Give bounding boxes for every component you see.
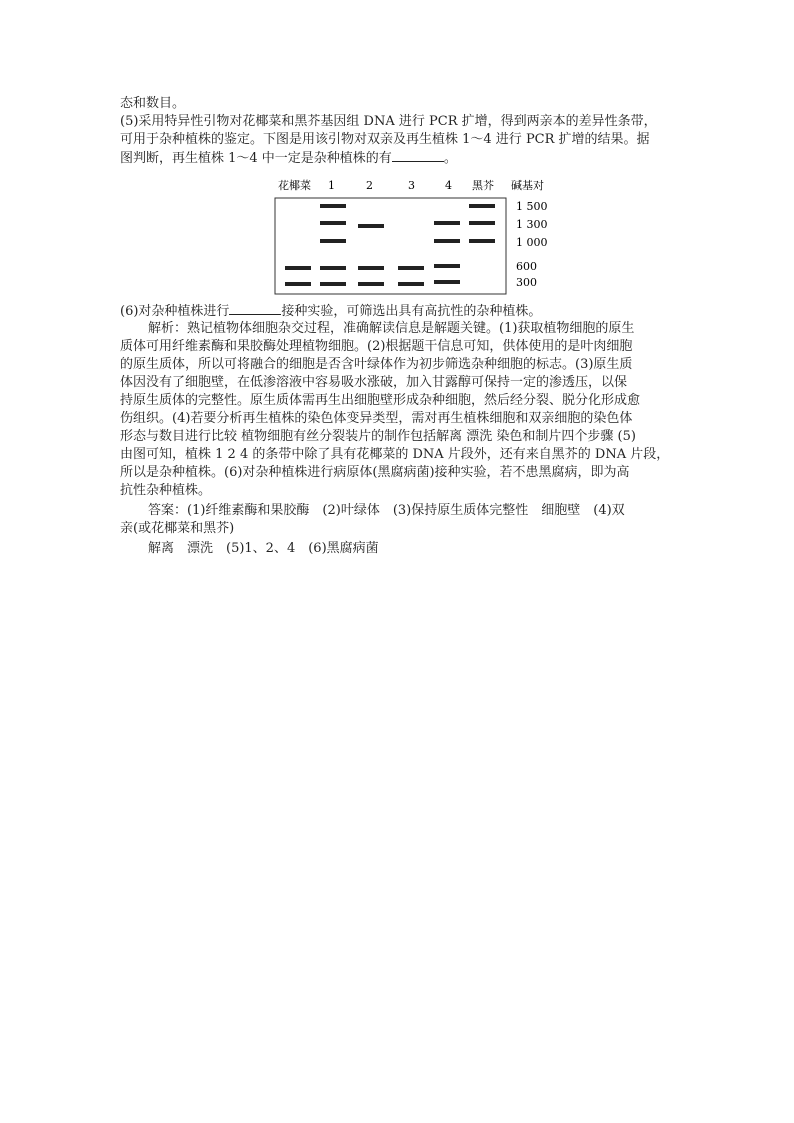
answer-line: 亲(或花椰菜和黑芥) — [120, 521, 235, 536]
band — [320, 239, 346, 243]
band — [434, 280, 460, 284]
band — [469, 239, 495, 243]
lane-label-2: 2 — [366, 179, 373, 192]
answer-blank — [229, 302, 281, 315]
analysis-line: 解析：熟记植物体细胞杂交过程，准确解读信息是解题关键。(1)获取植物细胞的原生 — [148, 321, 635, 336]
band — [434, 221, 460, 225]
band — [358, 282, 384, 286]
band — [285, 266, 311, 270]
question-6-line — [120, 302, 541, 321]
lane-label-1: 1 — [328, 179, 335, 192]
band — [320, 204, 346, 208]
answer-blank — [392, 149, 444, 162]
bp-label-1500: 1 500 — [516, 200, 548, 213]
band — [434, 239, 460, 243]
bp-header: 碱基对 — [511, 179, 544, 192]
band — [398, 266, 424, 270]
band — [469, 221, 495, 225]
gel-frame — [275, 198, 506, 294]
band — [285, 282, 311, 286]
text-span: 图判断，再生植株 1～4 中一定是杂种植株的有 — [120, 151, 392, 166]
band — [320, 282, 346, 286]
text-line: (5)采用特异性引物对花椰菜和黑芥基因组 DNA 进行 PCR 扩增，得到两亲本的差异性条带， — [120, 114, 657, 129]
lane-label-black-mustard: 黑芥 — [472, 179, 494, 192]
analysis-line: 质体可用纤维素酶和果胶酶处理植物细胞。(2)根据题干信息可知，供体使用的是叶肉细胞 — [120, 339, 633, 354]
bp-label-1000: 1 000 — [516, 236, 548, 249]
analysis-line: 体因没有了细胞壁，在低渗溶液中容易吸水涨破，加入甘露醇可保持一定的渗透压，以保 — [120, 375, 628, 390]
bp-label-1300: 1 300 — [516, 218, 548, 231]
analysis-line: 伤组织。(4)若要分析再生植株的染色体变异类型，需对再生植株细胞和双亲细胞的染色体 — [120, 411, 633, 426]
analysis-line: 抗性杂种植株。 — [120, 483, 212, 498]
band — [398, 282, 424, 286]
band — [320, 266, 346, 270]
analysis-line: 由图可知，植株 1 2 4 的条带中除了具有花椰菜的 DNA 片段外，还有来自黑芥的 DNA 片段， — [120, 447, 670, 462]
band — [434, 264, 460, 268]
lane-label-4: 4 — [445, 179, 452, 192]
analysis-line: 所以是杂种植株。(6)对杂种植株进行病原体(黑腐病菌)接种实验，若不患黑腐病，即为高 — [120, 465, 630, 480]
text-line: 态和数目。 — [120, 96, 186, 111]
analysis-line: 持原生质体的完整性。原生质体需再生出细胞壁形成杂种细胞，然后经分裂、脱分化形成愈 — [120, 393, 641, 408]
lane-label-cauliflower: 花椰菜 — [278, 179, 311, 192]
analysis-line: 形态与数目进行比较 植物细胞有丝分裂装片的制作包括解离 漂洗 染色和制片四个步骤 (5) — [120, 429, 636, 444]
band — [358, 266, 384, 270]
answer-line: 解离 漂洗 (5)1、2、4 (6)黑腐病菌 — [148, 541, 379, 556]
lane-label-3: 3 — [408, 179, 415, 192]
band — [469, 204, 495, 208]
band — [320, 221, 346, 225]
band — [358, 224, 384, 228]
answer-line: 答案：(1)纤维素酶和果胶酶 (2)叶绿体 (3)保持原生质体完整性 细胞壁 (4)双 — [148, 503, 625, 518]
text-span: (6)对杂种植株进行 — [120, 304, 230, 319]
analysis-line: 的原生质体，所以可将融合的细胞是否含叶绿体作为初步筛选杂种细胞的标志。(3)原生质 — [120, 357, 633, 372]
gel-electrophoresis-figure — [268, 172, 568, 300]
text-span: 接种实验，可筛选出具有高抗性的杂种植株。 — [281, 304, 542, 319]
text-span: 。 — [443, 151, 457, 166]
text-line: 可用于杂种植株的鉴定。下图是用该引物对双亲及再生植株 1～4 进行 PCR 扩增的结果。据 — [120, 132, 650, 147]
question-5-line — [120, 149, 457, 168]
bp-label-300: 300 — [516, 276, 537, 289]
bp-label-600: 600 — [516, 260, 537, 273]
